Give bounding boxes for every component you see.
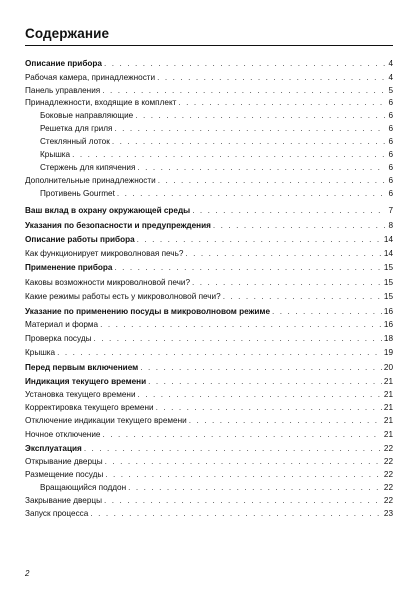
toc-entry <box>25 149 393 161</box>
toc-entry-title: Указания по безопасности и предупреждения <box>25 221 211 230</box>
toc-entry <box>25 456 393 468</box>
toc-entry <box>25 234 393 246</box>
toc-entry-title: Описание прибора <box>25 59 102 68</box>
toc-dot-leader <box>135 110 386 122</box>
toc-dot-leader <box>90 508 382 520</box>
toc-entry <box>25 415 393 427</box>
toc-entry <box>25 110 393 122</box>
toc-entry-title: Ночное отключение <box>25 430 101 439</box>
toc-entry <box>25 333 393 345</box>
toc-entry <box>25 220 393 232</box>
toc-entry-title: Материал и форма <box>25 320 99 329</box>
toc-entry-page: 6 <box>388 98 393 107</box>
toc-dot-leader <box>105 456 382 468</box>
toc-entry-title: Какие режимы работы есть у микроволновой печи? <box>25 292 221 301</box>
toc-entry <box>25 306 393 318</box>
toc-entry <box>25 97 393 109</box>
toc-entry-page: 6 <box>388 124 393 133</box>
toc-dot-leader <box>57 347 382 359</box>
toc-dot-leader <box>100 319 382 331</box>
toc-dot-leader <box>213 220 387 232</box>
toc-entry <box>25 319 393 331</box>
toc-entry-page: 16 <box>383 307 393 316</box>
toc-entry-page: 21 <box>383 430 393 439</box>
toc-entry <box>25 136 393 148</box>
toc-entry-title: Ваш вклад в охрану окружающей среды <box>25 206 191 215</box>
toc-entry-title: Описание работы прибора <box>25 235 135 244</box>
toc-entry-title: Корректировка текущего времени <box>25 403 154 412</box>
toc-entry <box>25 85 393 97</box>
toc-entry-page: 23 <box>383 509 393 518</box>
toc-entry <box>25 443 393 455</box>
toc-entry-page: 15 <box>383 292 393 301</box>
title-divider <box>25 45 393 46</box>
toc-entry-page: 22 <box>383 470 393 479</box>
toc-entry <box>25 188 393 200</box>
toc-entry-page: 21 <box>383 403 393 412</box>
toc-entry-title: Указание по применению посуды в микроволновом режиме <box>25 307 271 316</box>
toc-entry-page: 21 <box>383 390 393 399</box>
toc-entry-title: Эксплуатация <box>25 444 82 453</box>
toc-dot-leader <box>104 495 382 507</box>
toc-dot-leader <box>84 443 382 455</box>
toc-entry-page: 6 <box>388 176 393 185</box>
toc-entry-title: Решетка для гриля <box>40 124 113 133</box>
toc-entry-title: Принадлежности, входящие в комплект <box>25 98 177 107</box>
toc-entry <box>25 175 393 187</box>
toc-dot-leader <box>192 277 382 289</box>
toc-entry-title: Установка текущего времени <box>25 390 136 399</box>
toc-entry-title: Каковы возможности микроволновой печи? <box>25 278 191 287</box>
toc-dot-leader <box>114 262 381 274</box>
toc-entry-title: Крышка <box>25 348 56 357</box>
toc-dot-leader <box>148 376 382 388</box>
toc-entry-page: 8 <box>388 221 393 230</box>
toc-entry-title: Вращающийся поддон <box>40 483 127 492</box>
toc-dot-leader <box>102 429 381 441</box>
toc-dot-leader <box>157 72 386 84</box>
toc-entry <box>25 429 393 441</box>
toc-dot-leader <box>178 97 386 109</box>
toc-dot-leader <box>185 248 381 260</box>
toc-entry-page: 6 <box>388 189 393 198</box>
toc-entry-title: Открывание дверцы <box>25 457 103 466</box>
toc-dot-leader <box>223 291 382 303</box>
toc-entry-title: Дополнительные принадлежности <box>25 176 156 185</box>
toc-dot-leader <box>128 482 382 494</box>
toc-entry <box>25 482 393 494</box>
toc-dot-leader <box>137 162 386 174</box>
toc-entry-page: 6 <box>388 163 393 172</box>
toc-dot-leader <box>156 402 382 414</box>
toc-entry <box>25 508 393 520</box>
toc-entry <box>25 347 393 359</box>
toc-dot-leader <box>94 333 382 345</box>
toc-entry <box>25 58 393 70</box>
toc-entry-title: Применение прибора <box>25 263 113 272</box>
toc-entry-page: 22 <box>383 444 393 453</box>
toc-dot-leader <box>102 85 386 97</box>
page-number: 2 <box>25 569 30 578</box>
toc-dot-leader <box>117 188 387 200</box>
toc-entry-page: 22 <box>383 496 393 505</box>
toc-dot-leader <box>104 58 386 70</box>
toc-entry-title: Запуск процесса <box>25 509 89 518</box>
toc-entry-title: Проверка посуды <box>25 334 92 343</box>
toc-entry-page: 20 <box>383 363 393 372</box>
toc-entry-page: 18 <box>383 334 393 343</box>
toc-entry <box>25 72 393 84</box>
toc-dot-leader <box>105 469 382 481</box>
toc-entry <box>25 469 393 481</box>
toc-entry-page: 6 <box>388 111 393 120</box>
toc-entry <box>25 389 393 401</box>
toc-entry-page: 6 <box>388 137 393 146</box>
toc-entry <box>25 362 393 374</box>
toc-entry <box>25 262 393 274</box>
toc-dot-leader <box>189 415 382 427</box>
toc-entry-page: 15 <box>383 278 393 287</box>
toc-entry-title: Индикация текущего времени <box>25 377 147 386</box>
toc-entry-page: 14 <box>383 249 393 258</box>
toc-dot-leader <box>272 306 382 318</box>
toc-entry <box>25 291 393 303</box>
toc-entry-title: Перед первым включением <box>25 363 139 372</box>
toc-entry <box>25 277 393 289</box>
toc-entry <box>25 123 393 135</box>
toc-entry <box>25 248 393 260</box>
toc-entry <box>25 162 393 174</box>
toc-entry-page: 21 <box>383 416 393 425</box>
toc-entry-page: 5 <box>388 86 393 95</box>
toc-entry-page: 7 <box>388 206 393 215</box>
toc-entry-page: 4 <box>388 73 393 82</box>
toc-entry-title: Стержень для кипячения <box>40 163 136 172</box>
toc-dot-leader <box>114 123 386 135</box>
toc-entry-page: 16 <box>383 320 393 329</box>
toc-dot-leader <box>137 234 382 246</box>
toc-entry <box>25 495 393 507</box>
toc-dot-leader <box>72 149 386 161</box>
toc-dot-leader <box>158 175 387 187</box>
toc-entry <box>25 376 393 388</box>
toc-entry <box>25 205 393 217</box>
page-title: Содержание <box>25 26 110 41</box>
toc-dot-leader <box>140 362 382 374</box>
toc-entry-title: Стеклянный лоток <box>40 137 110 146</box>
toc-dot-leader <box>192 205 386 217</box>
toc-entry-title: Крышка <box>40 150 71 159</box>
toc-entry-title: Закрывание дверцы <box>25 496 102 505</box>
toc-entry-title: Рабочая камера, принадлежности <box>25 73 156 82</box>
toc-dot-leader <box>112 136 387 148</box>
toc-entry-page: 14 <box>383 235 393 244</box>
toc-entry-title: Противень Gourmet <box>40 189 115 198</box>
toc-entry-page: 15 <box>383 263 393 272</box>
toc-entry-page: 22 <box>383 483 393 492</box>
toc-entry-page: 19 <box>383 348 393 357</box>
toc-entry <box>25 402 393 414</box>
toc-entry-title: Как функционирует микроволновая печь? <box>25 249 184 258</box>
toc-entry-page: 22 <box>383 457 393 466</box>
toc-entry-title: Отключение индикации текущего времени <box>25 416 187 425</box>
toc-entry-page: 6 <box>388 150 393 159</box>
toc-entry-title: Боковые направляющие <box>40 111 134 120</box>
toc-entry-title: Панель управления <box>25 86 101 95</box>
toc-entry-page: 4 <box>388 59 393 68</box>
toc-entry-title: Размещение посуды <box>25 470 104 479</box>
toc-entry-page: 21 <box>383 377 393 386</box>
toc-dot-leader <box>138 389 382 401</box>
